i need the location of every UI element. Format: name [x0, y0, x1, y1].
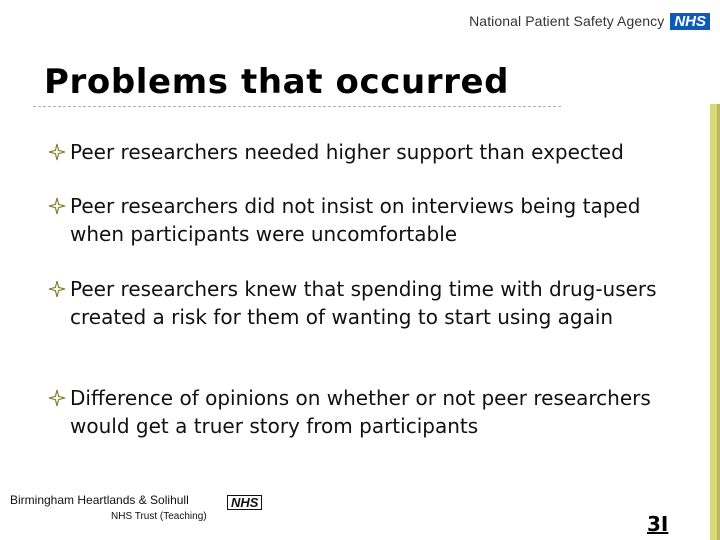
page-number: 3I [647, 512, 669, 536]
bullet-text: Peer researchers did not insist on interviews being taped when participants were uncomfortable [70, 194, 641, 246]
bullet-item [48, 138, 624, 166]
bullet-text: Difference of opinions on whether or not peer researchers would get a truer story from participants [70, 386, 651, 438]
bullet-item [48, 192, 678, 248]
bullet-text: Peer researchers needed higher support than expected [70, 140, 624, 164]
bullet-text: Peer researchers knew that spending time with drug-users created a risk for them of wanting to start using again [70, 277, 657, 329]
footer-nhs-logo: NHS [227, 495, 262, 510]
four-point-star-icon [48, 275, 66, 303]
agency-name: National Patient Safety Agency [469, 13, 665, 29]
four-point-star-icon [48, 384, 66, 412]
bullet-item [48, 384, 678, 440]
footer-trust: NHS Trust (Teaching) [111, 511, 207, 522]
agency-header [469, 11, 710, 31]
footer-organisation: Birmingham Heartlands & Solihull [10, 493, 189, 507]
bullet-item [48, 275, 678, 331]
title-divider [33, 106, 561, 107]
four-point-star-icon [48, 138, 66, 166]
slide-title: Problems that occurred [44, 62, 510, 102]
nhs-logo: NHS [670, 13, 710, 30]
four-point-star-icon [48, 192, 66, 220]
